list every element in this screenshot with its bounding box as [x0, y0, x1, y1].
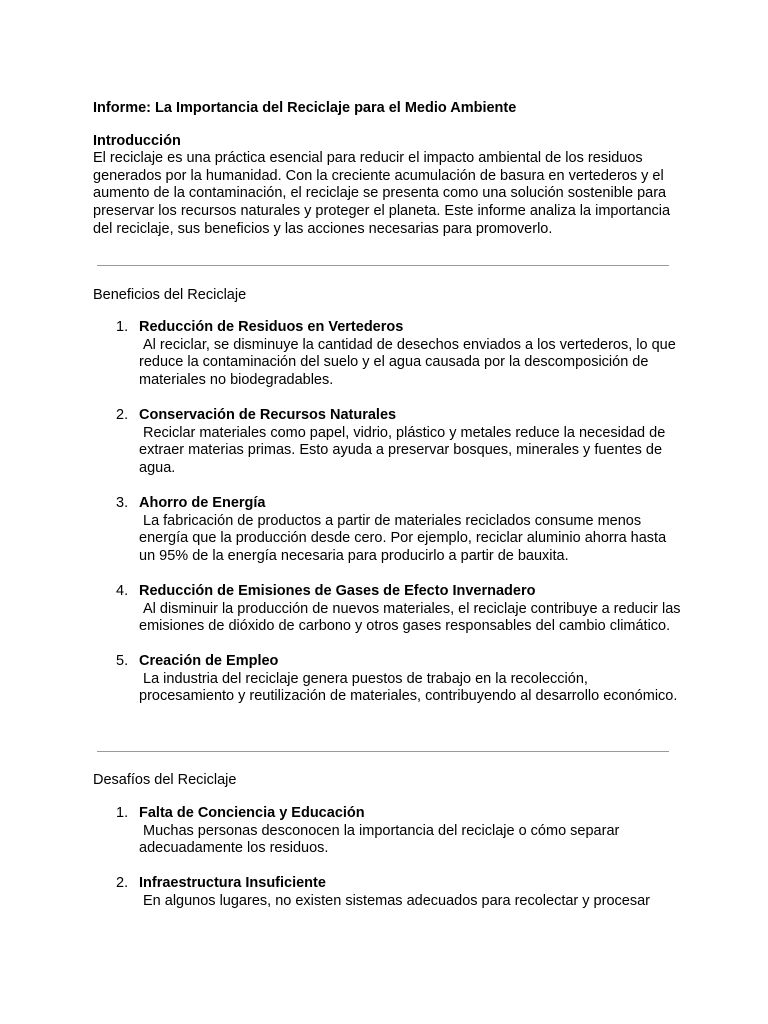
list-item — [93, 875, 683, 910]
item-title: Reducción de Emisiones de Gases de Efecto Invernadero — [139, 582, 536, 599]
item-number: 1. — [116, 319, 129, 335]
list-item — [93, 653, 683, 706]
item-body: Reciclar materiales como papel, vidrio, plástico y metales reduce la necesidad de extraer materias primas. Esto ayuda a preservar bosques, minerales y fuentes de agua. — [139, 424, 666, 476]
challenges-list — [93, 805, 683, 928]
benefits-heading: Beneficios del Reciclaje — [93, 287, 247, 303]
item-title: Falta de Conciencia y Educación — [139, 805, 365, 821]
item-number: 2. — [116, 406, 129, 423]
item-title: Infraestructura Insuficiente — [139, 875, 326, 892]
item-body: Al disminuir la producción de nuevos materiales, el reciclaje contribuye a reducir las emisiones de dióxido de carbono y otros gases responsables del cambio climático. — [139, 600, 681, 635]
item-body: La fabricación de productos a partir de materiales reciclados consume menos energía que la producción desde cero. Por ejemplo, reciclar aluminio ahorra hasta un 95% de la energía necesaria para producirlo a partir de bauxita. — [139, 512, 667, 564]
item-number: 3. — [116, 494, 129, 511]
item-body: Al reciclar, se disminuye la cantidad de desechos enviados a los vertederos, lo que reduce la contaminación del suelo y el agua causada por la descomposición de materiales no biodegradables. — [139, 336, 676, 388]
item-body: La industria del reciclaje genera puestos de trabajo en la recolección, procesamiento y reutilización de materiales, contribuyendo al desarrollo económico. — [139, 670, 678, 705]
benefits-list — [93, 319, 683, 724]
intro-heading: Introducción — [93, 132, 181, 149]
section-divider — [97, 265, 669, 266]
item-number: 2. — [116, 875, 129, 892]
item-body: En algunos lugares, no existen sistemas adecuados para recolectar y procesar — [143, 892, 650, 909]
item-title: Ahorro de Energía — [139, 494, 266, 511]
list-item — [93, 495, 683, 565]
document-header — [93, 100, 683, 238]
item-number: 1. — [116, 805, 129, 821]
item-title: Reducción de Residuos en Vertederos — [139, 319, 404, 335]
list-item — [93, 805, 683, 858]
document-title: Informe: La Importancia del Reciclaje para el Medio Ambiente — [93, 100, 517, 116]
item-title: Conservación de Recursos Naturales — [139, 406, 397, 423]
list-item — [93, 319, 683, 389]
item-title: Creación de Empleo — [139, 653, 279, 670]
item-body: Muchas personas desconocen la importancia del reciclaje o cómo separar adecuadamente los residuos. — [139, 822, 620, 857]
list-item — [93, 583, 683, 636]
intro-paragraph: El reciclaje es una práctica esencial para reducir el impacto ambiental de los residuos generados por la humanidad. Con la creciente acumulación de basura en vertederos y el aumento de la contaminación, el reciclaje se presenta como una solución sostenible para preservar los recursos naturales y proteger el planeta. Este informe analiza la importancia del reciclaje, sus beneficios y las acciones necesarias para promoverlo. — [93, 150, 671, 237]
section-divider — [97, 751, 669, 752]
item-number: 4. — [116, 582, 129, 599]
item-number: 5. — [116, 653, 129, 670]
challenges-heading: Desafíos del Reciclaje — [93, 772, 237, 788]
list-item — [93, 407, 683, 477]
